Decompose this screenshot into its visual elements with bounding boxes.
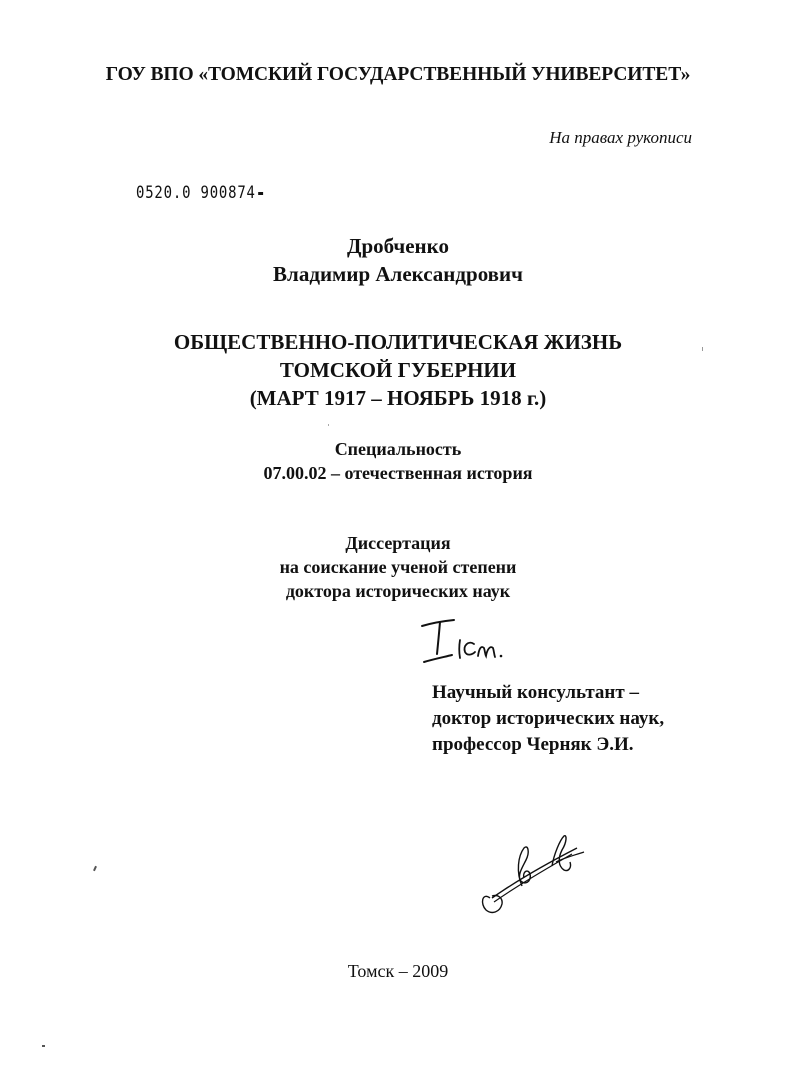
- consultant-line-2: доктор исторических наук,: [432, 708, 665, 729]
- specialty-value: 07.00.02 – отечественная история: [263, 463, 533, 483]
- signature-icon: [472, 826, 592, 918]
- title-line-3: (МАРТ 1917 – НОЯБРЬ 1918 г.): [249, 386, 547, 410]
- scan-speck: [702, 347, 703, 351]
- consultant-line-1: Научный консультант –: [432, 682, 639, 703]
- author-surname: Дробченко: [347, 234, 449, 258]
- registration-code: [136, 183, 263, 203]
- scan-speck: [328, 424, 329, 426]
- scan-speck: [42, 1045, 45, 1047]
- title-line-2: ТОМСКОЙ ГУБЕРНИИ: [279, 358, 517, 382]
- specialty-label: Специальность: [334, 439, 462, 459]
- dissertation-line-1: Диссертация: [345, 533, 451, 553]
- dissertation-line-3: доктора исторических наук: [285, 581, 511, 601]
- scan-speck: [93, 866, 97, 871]
- title-line-1: ОБЩЕСТВЕННО-ПОЛИТИЧЕСКАЯ ЖИЗНЬ: [173, 330, 623, 354]
- code-dash-mark: [258, 192, 263, 195]
- dissertation-line-2: на соискание ученой степени: [279, 557, 517, 577]
- handwritten-volume-note-icon: [418, 618, 508, 668]
- city-year: Томск – 2009: [347, 961, 449, 981]
- university-name: ГОУ ВПО «ТОМСКИЙ ГОСУДАРСТВЕННЫЙ УНИВЕРСИТЕТ»: [105, 64, 691, 85]
- consultant-block: [432, 680, 664, 758]
- consultant-line-3: профессор Черняк Э.И.: [432, 734, 634, 755]
- author-given-names: Владимир Александрович: [273, 262, 523, 286]
- registration-code-text: 0520.0 900874: [136, 183, 256, 203]
- rights-notice: На правах рукописи: [549, 128, 692, 147]
